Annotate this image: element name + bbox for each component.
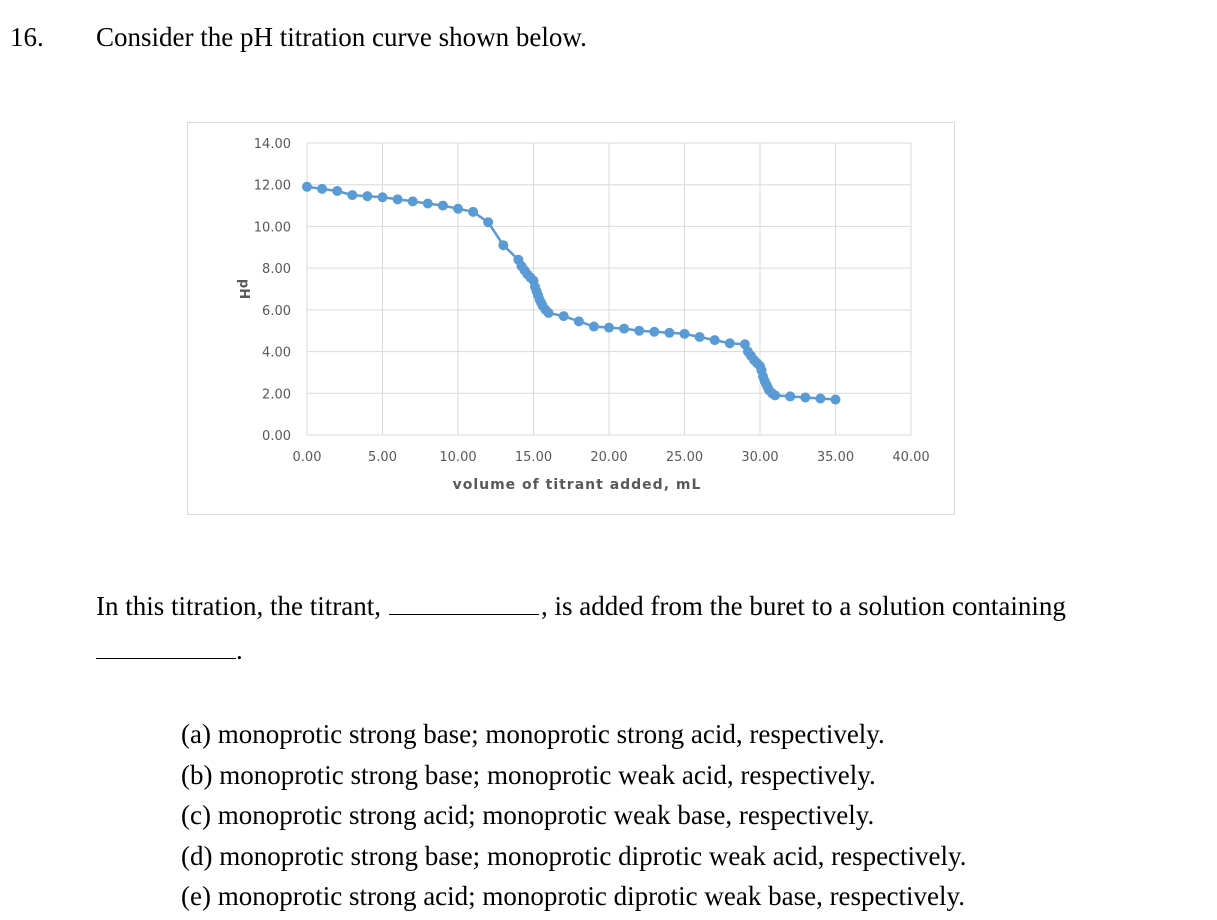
data-point bbox=[453, 204, 463, 214]
y-tick-label: 4.00 bbox=[262, 345, 291, 361]
data-point bbox=[468, 207, 478, 217]
x-tick-label: 5.00 bbox=[368, 450, 397, 465]
x-axis-ticks bbox=[293, 450, 930, 465]
x-tick-label: 20.00 bbox=[590, 450, 628, 465]
x-tick-label: 0.00 bbox=[292, 450, 322, 465]
data-point bbox=[589, 322, 599, 332]
data-point bbox=[725, 338, 735, 348]
x-tick-label: 10.00 bbox=[439, 450, 477, 465]
data-point bbox=[649, 327, 659, 337]
option-a[interactable]: (a) monoprotic strong base; monoprotic strong acid, respectively. bbox=[181, 719, 885, 749]
data-point bbox=[498, 240, 508, 250]
option-c[interactable]: (c) monoprotic strong acid; monoprotic weak base, respectively. bbox=[181, 800, 875, 830]
question-number: 16. bbox=[10, 22, 44, 52]
data-point bbox=[438, 201, 448, 211]
data-point bbox=[332, 186, 342, 196]
y-axis-label: pH bbox=[236, 278, 251, 300]
data-point bbox=[544, 308, 554, 318]
paragraph-part-3: . bbox=[236, 635, 243, 665]
data-point bbox=[378, 192, 388, 202]
data-point bbox=[664, 328, 674, 338]
y-tick-label: 14.00 bbox=[253, 137, 291, 152]
data-point bbox=[710, 335, 720, 345]
data-point bbox=[483, 217, 493, 227]
data-point bbox=[680, 329, 690, 339]
data-point bbox=[559, 311, 569, 321]
titrant-blank[interactable] bbox=[389, 588, 539, 615]
data-point bbox=[362, 191, 372, 201]
y-tick-label: 8.00 bbox=[262, 262, 291, 278]
paragraph-part-1: In this titration, the titrant, bbox=[96, 591, 381, 621]
y-axis-ticks bbox=[254, 137, 291, 444]
data-point bbox=[695, 332, 705, 342]
solution-blank[interactable] bbox=[96, 632, 236, 659]
x-tick-label: 25.00 bbox=[665, 450, 704, 465]
data-point bbox=[604, 323, 614, 333]
data-point bbox=[785, 391, 795, 401]
x-tick-label: 40.00 bbox=[892, 450, 930, 465]
answer-options bbox=[181, 714, 967, 917]
x-axis-label: volume of titrant added, mL bbox=[452, 477, 702, 493]
question-prompt: Consider the pH titration curve shown below. bbox=[96, 22, 587, 52]
chart-gridlines bbox=[307, 143, 911, 435]
data-point bbox=[393, 194, 403, 204]
data-point bbox=[634, 326, 644, 336]
data-point bbox=[831, 395, 841, 405]
data-point bbox=[574, 316, 584, 326]
data-point bbox=[302, 182, 312, 192]
x-tick-label: 30.00 bbox=[741, 450, 779, 465]
option-d[interactable]: (d) monoprotic strong base; monoprotic diprotic weak acid, respectively. bbox=[181, 840, 967, 871]
option-e[interactable]: (e) monoprotic strong acid; monoprotic diprotic weak base, respectively. bbox=[181, 881, 966, 911]
data-point bbox=[770, 390, 780, 400]
data-point bbox=[347, 190, 357, 200]
question-paragraph bbox=[96, 584, 1136, 672]
data-point bbox=[408, 196, 418, 206]
x-tick-label: 15.00 bbox=[514, 450, 553, 465]
y-tick-label: 12.00 bbox=[253, 178, 291, 194]
paragraph-part-2: , is added from the buret to a solution containing bbox=[540, 591, 1066, 621]
y-tick-label: 6.00 bbox=[262, 303, 291, 319]
y-tick-label: 10.00 bbox=[253, 220, 291, 236]
x-tick-label: 35.00 bbox=[816, 450, 855, 465]
data-point bbox=[815, 394, 825, 404]
y-tick-label: 0.00 bbox=[262, 429, 291, 444]
data-point bbox=[619, 324, 629, 334]
titration-chart-svg bbox=[188, 123, 954, 514]
data-point bbox=[317, 184, 327, 194]
data-point bbox=[800, 392, 810, 402]
option-b[interactable]: (b) monoprotic strong base; monoprotic weak acid, respectively. bbox=[181, 759, 876, 790]
titration-chart bbox=[187, 122, 955, 515]
y-tick-label: 2.00 bbox=[262, 387, 291, 403]
data-point bbox=[423, 198, 433, 208]
